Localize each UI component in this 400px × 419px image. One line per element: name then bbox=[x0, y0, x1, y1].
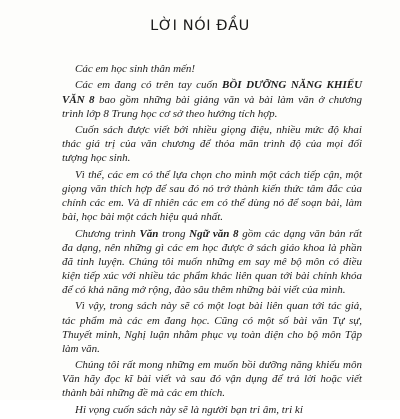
paragraph-curriculum-post: gồm các dạng văn bản rất đa dạng, nên những gì các em học được ở sách giáo khoa là phần đã tinh luyện. Chúng tôi muốn những em say mê bộ môn có điều kiện tiếp xúc với nhiều tác phẩm khác liên quan tới bài chính khóa để có khả năng mở rộng, đào sâu thêm những bài viết của mình. bbox=[62, 227, 362, 296]
paragraph-curriculum bbox=[62, 227, 362, 297]
paragraph-intro-pre: Các em đang có trên tay cuốn bbox=[75, 79, 223, 92]
paragraph-style: Cuốn sách được viết bởi nhiều giọng điệu, nhiều mức độ khai thác giá trị của văn chương để thỏa mãn trình độ của mọi đối tượng học sinh. bbox=[62, 124, 362, 165]
book-title: BỒI DƯỠNG NĂNG KHIẾU VĂN 8 bbox=[62, 79, 363, 106]
paragraph-greeting: Các em học sinh thân mến! bbox=[75, 63, 196, 75]
subject-van: Văn bbox=[139, 227, 159, 240]
page-title: LỜI NÓI ĐẦU bbox=[150, 18, 250, 34]
paragraph-choice: Vì thế, các em có thể lựa chọn cho mình một cách tiếp cận, một giọng văn thích hợp để sau đó nó trở thành kiến thức tâm đắc của chính các em. Và dĩ nhiên các em có thể dùng nó để soạn bài, làm bài, học bài một cách hiệu quả nhất. bbox=[62, 168, 362, 224]
paragraph-closing: Hi vọng cuốn sách này sẽ là người bạn tri âm, tri kỉ bbox=[75, 403, 303, 416]
preface-body bbox=[62, 50, 362, 419]
subject-ngu-van-8: Ngữ văn 8 bbox=[189, 227, 239, 240]
paragraph-intro bbox=[62, 78, 362, 120]
paragraph-hope: Chúng tôi rất mong những em muốn bồi dưỡng năng khiếu môn Văn hãy đọc kĩ bài viết và sau đó vận dụng để trả lời hoặc viết thành bài những đề mà các em thích. bbox=[62, 359, 362, 400]
paragraph-intro-post: bao gồm những bài giảng văn và bài làm văn ở chương trình lớp 8 Trung học cơ sở theo hướng tích hợp. bbox=[62, 93, 362, 120]
paragraph-contents: Vì vậy, trong sách này sẽ có một loạt bài liên quan tới tác giả, tác phẩm mà các em đang học. Cũng có một số bài văn Tự sự, Thuyết minh, Nghị luận nhằm phục vụ toàn diện cho bộ môn Tập làm văn. bbox=[62, 300, 362, 355]
paragraph-curriculum-mid: trong bbox=[158, 227, 190, 240]
paragraph-curriculum-pre: Chương trình bbox=[75, 227, 140, 240]
